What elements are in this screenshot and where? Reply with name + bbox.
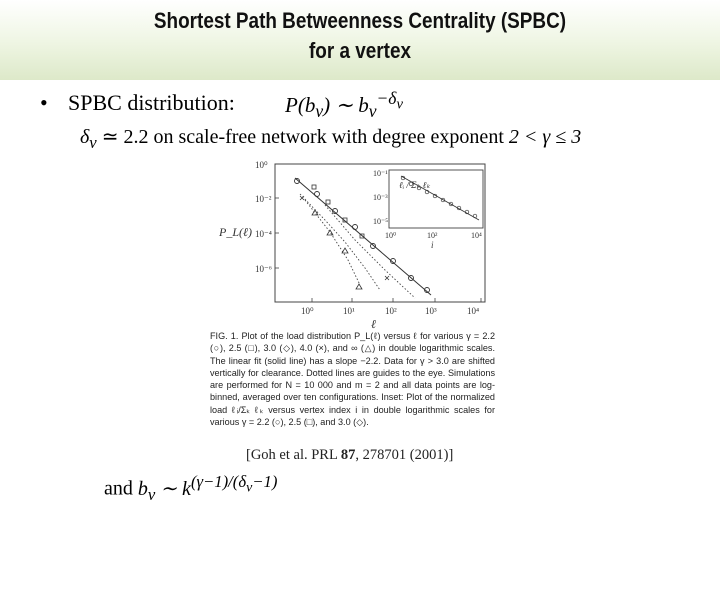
x-axis-label: ℓ bbox=[371, 317, 376, 331]
citation bbox=[246, 446, 453, 464]
series-crosses bbox=[300, 196, 389, 280]
statement-text: on scale-free network with degree exponent bbox=[153, 126, 504, 148]
x-tick-1: 10¹ bbox=[343, 306, 355, 316]
bullet-marker: • bbox=[40, 90, 48, 115]
slide-title bbox=[50, 6, 669, 66]
citation-prefix: [Goh et al. PRL bbox=[246, 447, 341, 463]
x-tick-2: 10² bbox=[385, 306, 397, 316]
spbc-distribution-formula: $P(b_v)$ ∼ $b_v^{-\delta_v}$ bbox=[285, 88, 403, 122]
inset-y-tick-0: 10⁻¹ bbox=[373, 169, 388, 178]
x-tick-4: 10⁴ bbox=[467, 306, 480, 316]
inset-x-tick-2: 10⁴ bbox=[471, 231, 482, 240]
series-triangles bbox=[312, 210, 362, 289]
relation-prefix: and bbox=[104, 477, 133, 500]
y-tick-3: 10⁻⁶ bbox=[255, 264, 272, 274]
inset-x-tick-0: 10⁰ bbox=[385, 231, 397, 240]
x-tick-0: 10⁰ bbox=[301, 306, 314, 316]
y-tick-1: 10⁻² bbox=[255, 194, 272, 204]
citation-volume: 87 bbox=[340, 447, 356, 463]
inset-y-label: ℓᵢ / Σₖ ℓₖ bbox=[399, 180, 431, 190]
bullet-text: SPBC distribution: bbox=[68, 90, 235, 115]
figure-caption: FIG. 1. Plot of the load distribution P_L(ℓ) versus ℓ for various γ = 2.2 (○), 2.5 (□), 3.0 (◇), 4.0 (×), and ∞ (△) in double logarithmic scales. The linear fit (solid line) has a slope −2.2. Data for γ > 3.0 are shifted vertically for clearance. Dotted lines are guides to the eye. Simulations are performed for N = 10 000 and m = 2 and all data points are log-binned, averaged over ten configurations. Inset: Plot of the normalized load ℓᵢ/Σₖ ℓₖ versus vertex index i in double logarithmic scales for various γ = 2.2 (○), 2.5 (□), and 3.0 (◇). bbox=[210, 331, 495, 428]
scale-free-statement: $\delta_v$ ≃ 2.2 on scale-free network with degree exponent 2 < γ ≤ 3 bbox=[80, 126, 582, 152]
y-tick-2: 10⁻⁴ bbox=[255, 229, 272, 239]
y-tick-0: 10⁰ bbox=[255, 160, 268, 170]
inset-y-tick-1: 10⁻³ bbox=[373, 193, 388, 202]
degree-relation: and $b_v$ ∼ $k^{(\gamma-1)/(\delta_v-1)}$ bbox=[104, 472, 278, 504]
title-line-2: for a vertex bbox=[308, 38, 412, 63]
y-axis-label: P_L(ℓ) bbox=[219, 225, 252, 239]
inset-frame bbox=[389, 170, 483, 228]
x-tick-3: 10³ bbox=[425, 306, 437, 316]
inset-x-label: i bbox=[431, 240, 434, 250]
citation-rest: , 278701 (2001)] bbox=[355, 447, 454, 463]
inset-y-tick-2: 10⁻⁵ bbox=[373, 217, 389, 226]
title-line-1: Shortest Path Betweenness Centrality (SPBC) bbox=[153, 8, 567, 33]
inset-x-tick-1: 10² bbox=[427, 231, 438, 240]
